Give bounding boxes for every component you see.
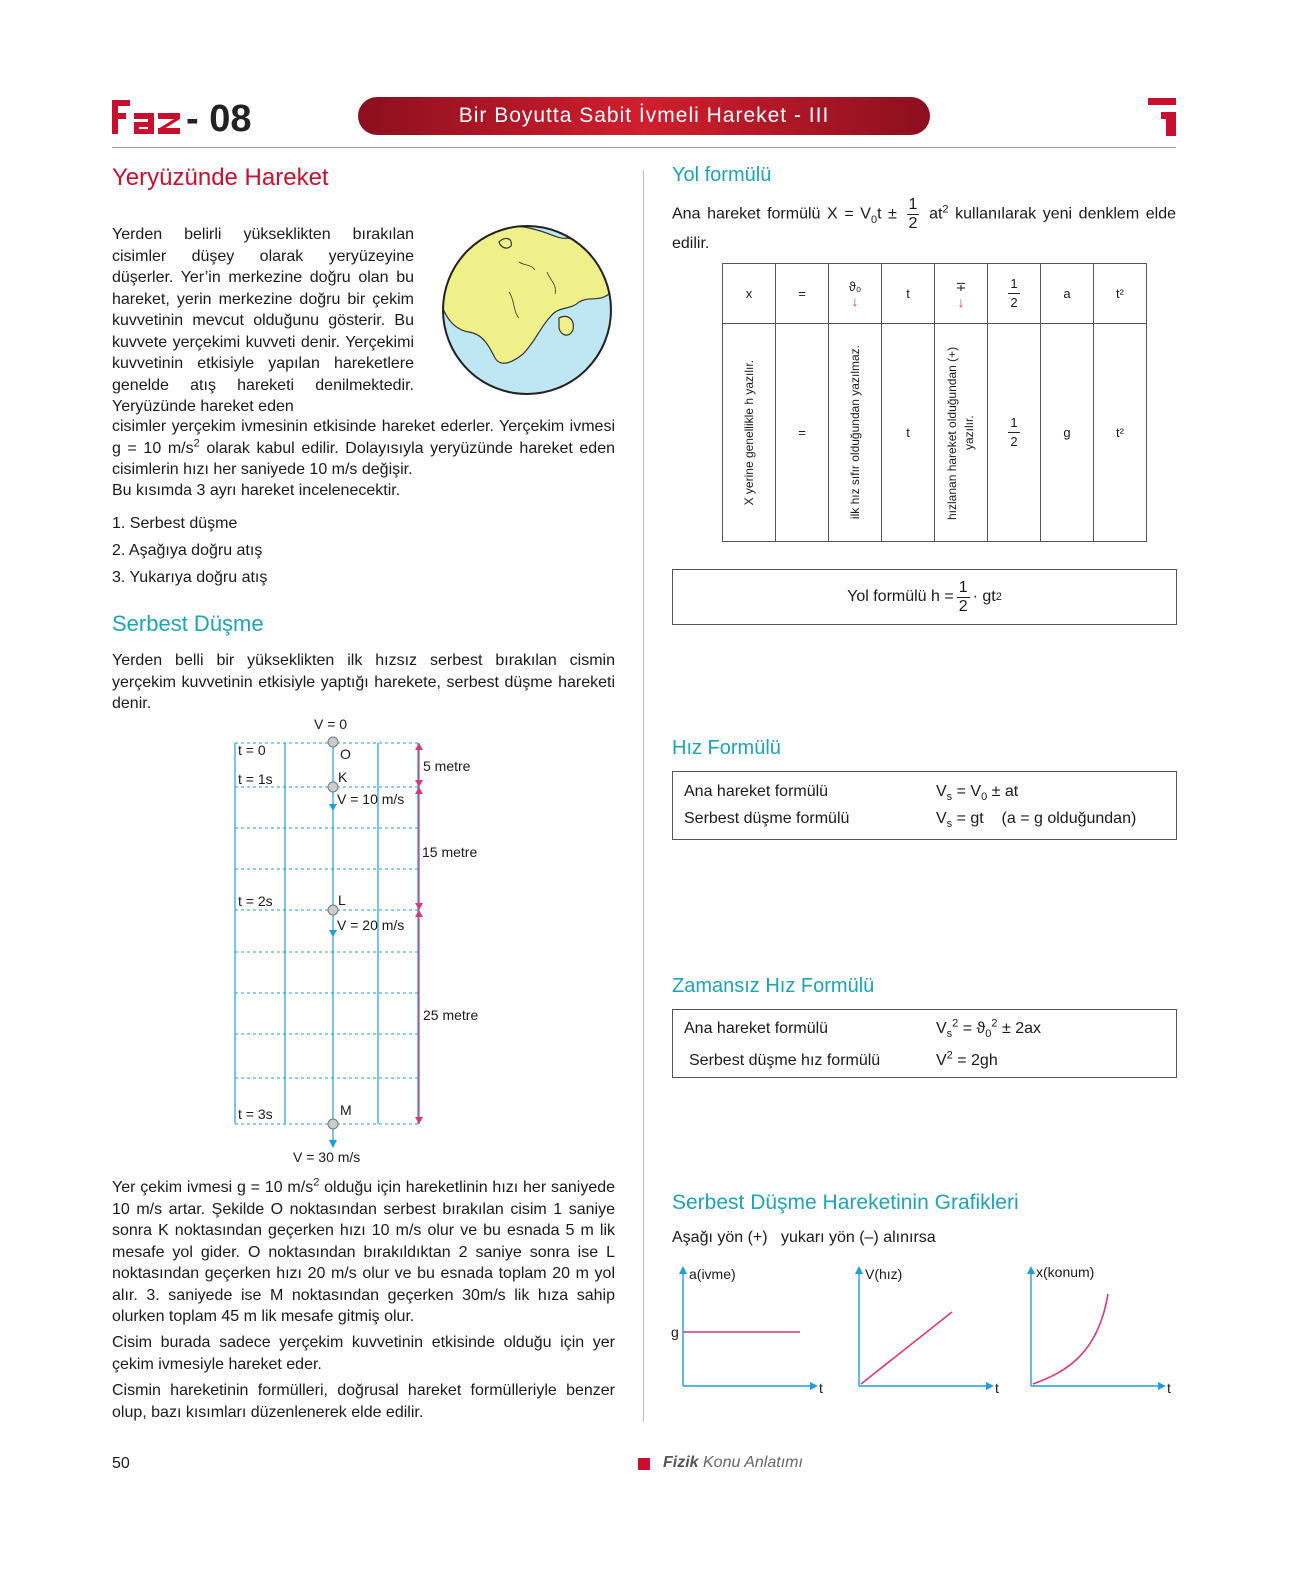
graph3-y-label: x(konum) [1036,1264,1095,1280]
intro-paragraph-b: cisimler yerçekim ivmesinin etkisinde hareket ederler. Yerçekim ivmesi g = 10 $m/s^2$ olarak kabul edilir. Dolayısıyla yeryüzünde hareket eden cisimlerin hızı her saniyede 10 m/s değişir. [112,418,615,478]
point-label-O: O [340,746,351,762]
zamansiz-formula-1: $V_s^2 = ϑ_0^2 \pm 2ax$ [936,1017,1041,1041]
velocity-label-L: V = 20 m/s [337,917,405,933]
graph-acceleration [668,1262,828,1397]
header-banner [358,97,930,135]
faz-logo-icon [112,100,182,138]
graph1-x-label: t [819,1380,823,1396]
explanation-paragraph-3: Cismin hareketinin formülleri, doğrusal hareket formülleriyle benzer olup, bazı kısımları düzenlenerek elde edilir. [112,1382,615,1421]
cell-half: $\frac{1}{2}$ [988,264,1041,324]
graph2-y-label: V(hız) [865,1266,903,1282]
down-arrow-icon: ↓ [957,293,965,310]
yol-formula-box: Yol formülü h = $\frac{1}{2}$ · gt 2 [672,569,1177,625]
cell-pm: ∓ ↓ [935,264,988,324]
graph-velocity [844,1262,1004,1397]
corner-logo [1148,98,1178,141]
motion-list-item-2: 2. Aşağıya doğru atış [112,542,263,559]
point-label-K: K [338,769,348,785]
intro-paragraph-a: Yerden belirli yükseklikten bırakılan cisimler düşey olarak yeryüzeyine düşerler. Yer’in merkezine doğru olan bu hareket, yerin merkezine doğru bir çekim kuvvetinin mevcut olduğunu gösterir. Bu kuvvete yerçekimi kuvveti denir. Yerçekimi kuvvetinin etkisiyle yapılan hareketlere genelde atış hareketi denilmektedir. Yeryüzünde hareket eden [112,226,414,415]
cell-t-2: t [882,324,935,542]
page-number: 50 [112,1455,130,1472]
section-title-yeryuzu: Yeryüzünde Hareket [112,164,329,191]
header-rule [112,147,1176,148]
cell-t2: t² [1094,264,1147,324]
zamansiz-formula-2: $V^2 = 2gh$ [936,1049,998,1069]
hiz-formula-2: $V_s$ = gt (a = g olduğundan) [936,810,1137,831]
section-title-grafikler: Serbest Düşme Hareketinin Grafikleri [672,1191,1019,1214]
section-title-serbest-dusme: Serbest Düşme [112,611,264,636]
distance-label-1: 5 metre [423,758,471,774]
footer-square-icon [638,1458,650,1470]
graph-velocity-axes [844,1262,1004,1397]
globe-image [439,222,615,403]
cell-v0-note: ilk hız sıfır olduğundan yazılmaz. [829,324,882,542]
down-arrow-icon: ↓ [851,293,859,309]
cell-eq2: = [776,324,829,542]
header-logo [112,100,182,143]
yol-box-fraction: $\frac{1}{2}$ [958,578,968,615]
label-t3: t = 3s [238,1106,273,1122]
cell-plus-note: hızlanan hareket olduğundan (+) yazılır. [935,324,988,542]
free-fall-definition: Yerden belli bir yükseklikten ilk hızsız serbest bırakılan cismin yerçekim kuvvetinin etkisiyle yaptığı harekete, serbest düşme hareketi denir. [112,652,615,712]
banner-title: Bir Boyutta Sabit İvmeli Hareket - III [458,104,830,127]
hiz-formula-1: $V_s = V_0$ ± at [936,783,1019,804]
cell-v0: ϑ₀ ↓ [829,264,882,324]
yol-intro-fraction: $\frac{1}{2}$ [908,196,918,232]
cell-t: t [882,264,935,324]
graph1-y-label: a(ivme) [689,1266,736,1282]
graph1-level-label: g [671,1324,679,1340]
zamansiz-label-2: Serbest düşme hız formülü [689,1052,881,1069]
zamansiz-formula-box [672,1009,1177,1078]
explanation-paragraph-2: Cisim burada sadece yerçekim kuvvetinin etkisinde olduğu için yer çekim ivmesiyle hareket eder. [112,1334,615,1373]
footer-brand: Fizik Konu Anlatımı [663,1454,803,1471]
graph3-x-label: t [1167,1380,1171,1396]
hiz-formula-box [672,771,1177,840]
cell-g: g [1041,324,1094,542]
label-v0: V = 0 [314,716,348,732]
cell-t2-2: t² [1094,324,1147,542]
free-fall-diagram [230,712,500,1172]
hiz-label-1: Ana hareket formülü [684,783,829,800]
explanation-paragraph-1: Yer çekim ivmesi g = 10 $m/s^2$ olduğu için hareketlinin hızı her saniyede 10 m/s artar. Şekilde O noktasından serbest bırakılan cisim 1 saniye sonra K noktasından geçerken hızı 10 m/s olur ve bu esnada 5 m lik mesafe yol gider. O noktasından bırakıldıktan 2 saniye sonra ise L noktasından geçerken hızı 20 m/s olur ve bu esnada toplam 20 m yol alır. 3. saniyede ise M noktasından geçerken 30m/s lik hıza sahip olurken toplam 45 m lik mesafe gitmiş olur. [112,1176,616,1325]
graph-acceleration-axes [668,1262,828,1397]
motion-list-item-1: 1. Serbest düşme [112,515,238,532]
cell-x: x [723,264,776,324]
hiz-label-2: Serbest düşme formülü [684,810,850,827]
section-title-yol: Yol formülü [672,164,772,186]
graph-position-axes [1016,1262,1176,1397]
globe-icon [439,222,615,398]
section-title-hiz: Hız Formülü [672,737,781,759]
yol-derivation-table [722,263,1147,542]
zamansiz-label-1: Ana hareket formülü [684,1020,829,1037]
label-t0: t = 0 [238,742,266,758]
chapter-number: - 08 [186,98,252,140]
section-title-zamansiz: Zamansız Hız Formülü [672,975,875,997]
velocity-label-K: V = 10 m/s [337,791,405,807]
motion-list-item-3: 3. Yukarıya doğru atış [112,569,268,586]
intro-paragraph-c: Bu kısımda 3 ayrı hareket incelenecektir. [112,482,401,499]
yol-intro: Ana hareket formülü $X = V_0t$ ± $\frac{1}{2}$ $at^2$ kullanılarak yeni denklem elde edilir. [672,196,1177,252]
cell-eq: = [776,264,829,324]
cell-h-note: X yerine genellikle h yazılır. [723,324,776,542]
distance-label-3: 25 metre [423,1007,479,1023]
graph-position [1016,1262,1176,1397]
velocity-label-M: V = 30 m/s [293,1149,361,1165]
graph2-x-label: t [995,1380,999,1396]
point-label-L: L [338,892,346,908]
cell-a: a [1041,264,1094,324]
point-label-M: M [340,1102,352,1118]
cell-half-2: $\frac{1}{2}$ [988,324,1041,542]
label-t1: t = 1s [238,771,273,787]
graph-direction-note: Aşağı yön (+) yukarı yön (–) alınırsa [672,1229,936,1246]
distance-label-2: 15 metre [422,844,478,860]
column-divider [643,170,644,1422]
faz-mark-icon [1148,98,1178,136]
label-t2: t = 2s [238,893,273,909]
